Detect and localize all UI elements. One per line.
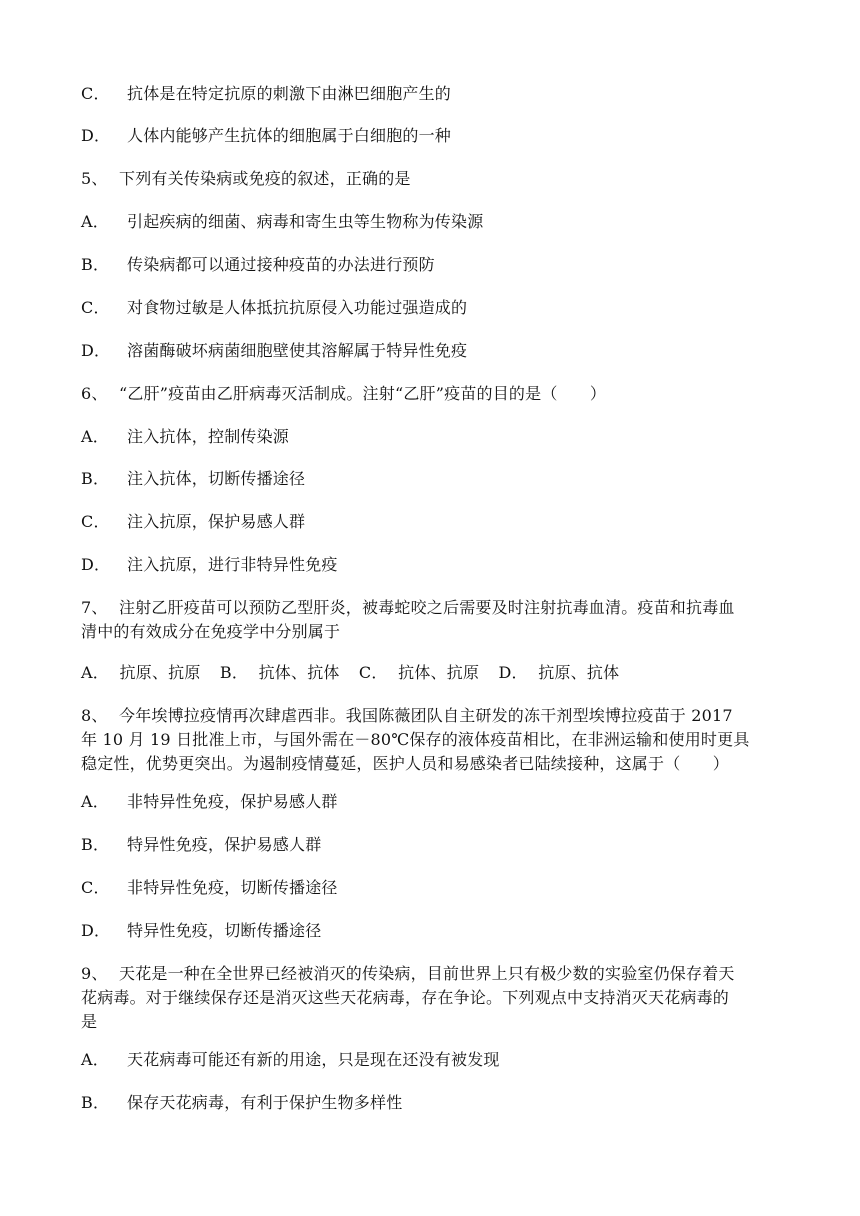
option-letter: B． [81, 1093, 110, 1112]
option-text: 保存天花病毒，有利于保护生物多样性 [127, 1093, 403, 1112]
question-text: 稳定性，优势更突出。为遏制疫情蔓延，医护人员和易感染者已陆续接种，这属于（ ） [81, 754, 730, 773]
question-7-options [81, 659, 781, 687]
option-text: 注入抗体，控制传染源 [127, 427, 290, 446]
question-7-option-c [359, 659, 479, 687]
option-letter: D． [81, 126, 111, 145]
question-8-option-a [81, 788, 781, 816]
option-letter: A． [81, 427, 109, 446]
question-5-option-d [81, 337, 781, 365]
option-letter: C． [358, 663, 388, 682]
option-text: 抗原、抗原 [119, 663, 201, 682]
question-number: 6、 [81, 384, 108, 403]
question-5-stem [81, 165, 781, 193]
option-letter: D． [498, 663, 528, 682]
option-text: 注入抗原，进行非特异性免疫 [127, 555, 338, 574]
question-text: 清中的有效成分在免疫学中分别属于 [81, 622, 341, 641]
question-5-option-b [81, 251, 781, 279]
option-letter: D． [81, 921, 111, 940]
option-text: 传染病都可以通过接种疫苗的办法进行预防 [127, 255, 435, 274]
option-letter: A． [81, 663, 109, 682]
question-8-option-d [81, 917, 781, 945]
question-text: 今年埃博拉疫情再次肆虐西非。我国陈薇团队自主研发的冻干剂型埃博拉疫苗于 2017 [119, 706, 733, 725]
option-text: 抗原、抗体 [538, 663, 620, 682]
question-number: 5、 [81, 169, 108, 188]
question-text: 下列有关传染病或免疫的叙述，正确的是 [119, 169, 411, 188]
option-letter: C． [81, 84, 110, 103]
question-6-option-d [81, 551, 781, 579]
question-8-option-c [81, 874, 781, 902]
option-letter: C． [81, 298, 110, 317]
option-text: 特异性免疫，保护易感人群 [127, 835, 322, 854]
option-text: 注入抗体，切断传播途径 [127, 469, 306, 488]
question-8-stem-line-3 [81, 750, 781, 778]
question-6-option-b [81, 465, 781, 493]
question-7-option-d [498, 659, 619, 687]
option-text: 抗体、抗体 [258, 663, 340, 682]
question-6-option-c [81, 508, 781, 536]
question-text: “乙肝”疫苗由乙肝病毒灭活制成。注射“乙肝”疫苗的目的是（ ） [119, 384, 607, 403]
option-text: 抗体是在特定抗原的刺激下由淋巴细胞产生的 [127, 84, 452, 103]
question-7-option-a [81, 659, 201, 687]
option-d [81, 122, 781, 150]
option-text: 非特异性免疫，切断传播途径 [127, 878, 338, 897]
question-number: 7、 [81, 598, 108, 617]
option-text: 非特异性免疫，保护易感人群 [127, 792, 338, 811]
option-text: 对食物过敏是人体抵抗抗原侵入功能过强造成的 [127, 298, 468, 317]
question-number: 9、 [81, 964, 108, 983]
option-letter: C． [81, 512, 110, 531]
question-text: 注射乙肝疫苗可以预防乙型肝炎，被毒蛇咬之后需要及时注射抗毒血清。疫苗和抗毒血 [119, 598, 735, 617]
question-8-option-b [81, 831, 781, 859]
question-text: 年 10 月 19 日批准上市，与国外需在－80℃保存的液体疫苗相比，在非洲运输和使用时更具 [81, 730, 750, 749]
option-letter: B． [219, 663, 249, 682]
option-text: 抗体、抗原 [398, 663, 480, 682]
question-number: 8、 [81, 706, 108, 725]
option-letter: A． [81, 1050, 109, 1069]
option-letter: A． [81, 792, 109, 811]
option-text: 引起疾病的细菌、病毒和寄生虫等生物称为传染源 [127, 212, 484, 231]
option-letter: C． [81, 878, 110, 897]
question-9-option-b [81, 1089, 781, 1117]
question-5-option-a [81, 208, 781, 236]
question-9-option-a [81, 1046, 781, 1074]
question-9-stem-line-3 [81, 1008, 781, 1036]
option-c [81, 80, 781, 108]
question-6-stem [81, 380, 781, 408]
question-text: 天花是一种在全世界已经被消灭的传染病，目前世界上只有极少数的实验室仍保存着天 [119, 964, 735, 983]
option-letter: A． [81, 212, 109, 231]
option-text: 溶菌酶破坏病菌细胞壁使其溶解属于特异性免疫 [127, 341, 468, 360]
question-text: 花病毒。对于继续保存还是消灭这些天花病毒，存在争论。下列观点中支持消灭天花病毒的 [81, 988, 730, 1007]
option-letter: B． [81, 469, 110, 488]
option-text: 人体内能够产生抗体的细胞属于白细胞的一种 [127, 126, 452, 145]
question-5-option-c [81, 294, 781, 322]
option-letter: B． [81, 835, 110, 854]
option-text: 注入抗原，保护易感人群 [127, 512, 306, 531]
option-letter: D． [81, 341, 111, 360]
question-7-option-b [220, 659, 340, 687]
option-text: 天花病毒可能还有新的用途，只是现在还没有被发现 [127, 1050, 500, 1069]
question-7-stem-line-2 [81, 618, 781, 646]
option-letter: D． [81, 555, 111, 574]
option-letter: B． [81, 255, 110, 274]
question-text: 是 [81, 1012, 98, 1031]
option-text: 特异性免疫，切断传播途径 [127, 921, 322, 940]
question-6-option-a [81, 423, 781, 451]
